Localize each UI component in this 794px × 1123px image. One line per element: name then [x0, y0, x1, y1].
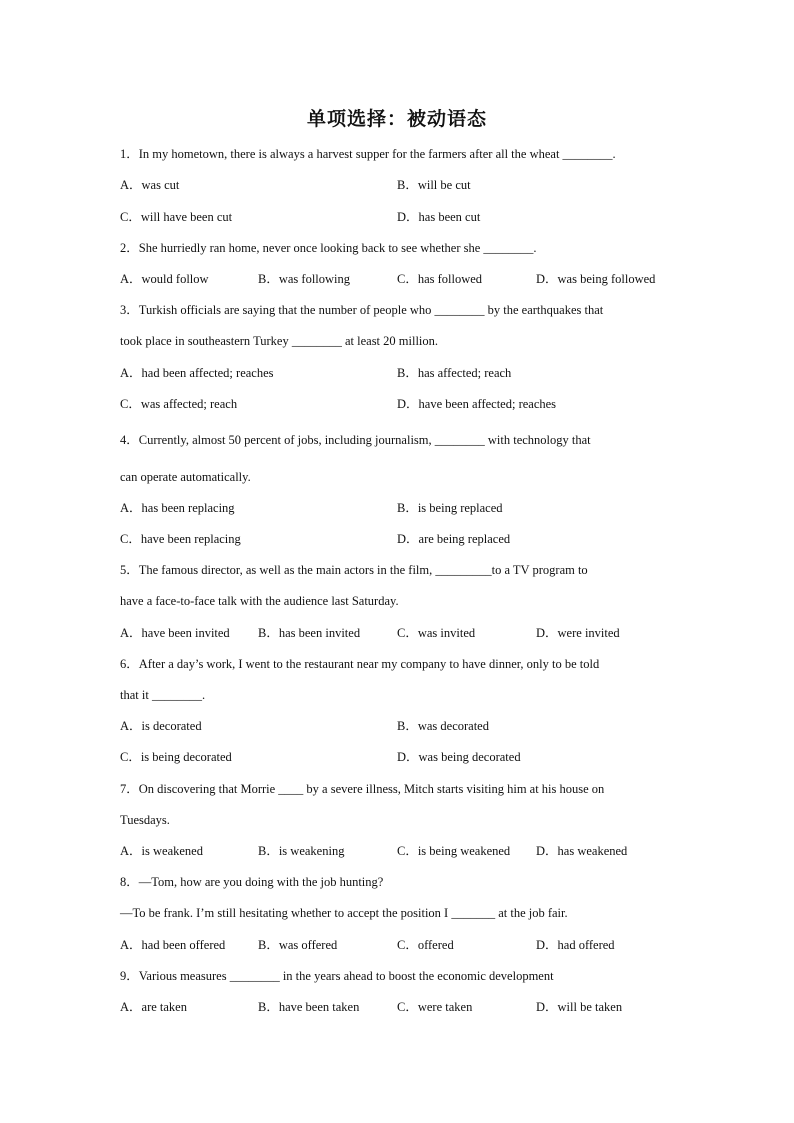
question-6-stem-cont: that it ________.: [120, 688, 206, 702]
page-title: 单项选择：被动语态: [306, 108, 487, 130]
question-3-option-d[interactable]: D．have been affected; reaches: [397, 397, 557, 411]
question-9-stem: 9．Various measures ________ in the years ahead to boost the economic development: [120, 969, 554, 983]
question-7-option-c[interactable]: C．is being weakened: [397, 844, 511, 858]
question-6-option-a[interactable]: A．is decorated: [120, 719, 202, 733]
question-5-option-b[interactable]: B．has been invited: [258, 626, 361, 640]
question-2-option-b[interactable]: B．was following: [258, 272, 351, 286]
question-3-stem: 3．Turkish officials are saying that the number of people who ________ by the earthquakes that: [120, 303, 604, 317]
question-8-option-a[interactable]: A．had been offered: [120, 938, 226, 952]
question-2-option-d[interactable]: D．was being followed: [536, 272, 656, 286]
question-7-option-b[interactable]: B．is weakening: [258, 844, 345, 858]
question-6-option-d[interactable]: D．was being decorated: [397, 750, 521, 764]
question-3-option-a[interactable]: A．had been affected; reaches: [120, 366, 274, 380]
question-4-option-a[interactable]: A．has been replacing: [120, 501, 235, 515]
question-5-stem-cont: have a face-to-face talk with the audience last Saturday.: [120, 594, 399, 608]
question-7-option-d[interactable]: D．has weakened: [536, 844, 628, 858]
question-1-option-c[interactable]: C．will have been cut: [120, 210, 233, 224]
question-1-option-b[interactable]: B．will be cut: [397, 178, 471, 192]
question-8-option-b[interactable]: B．was offered: [258, 938, 338, 952]
question-4-stem-cont: can operate automatically.: [120, 470, 251, 484]
question-3-stem-cont: took place in southeastern Turkey ________ at least 20 million.: [120, 334, 439, 348]
question-9-option-d[interactable]: D．will be taken: [536, 1000, 623, 1014]
question-3-option-b[interactable]: B．has affected; reach: [397, 366, 512, 380]
question-6-stem: 6．After a day’s work, I went to the restaurant near my company to have dinner, only to be told: [120, 657, 600, 671]
question-8-option-c[interactable]: C．offered: [397, 938, 454, 952]
question-9-option-b[interactable]: B．have been taken: [258, 1000, 360, 1014]
question-2-option-c[interactable]: C．has followed: [397, 272, 483, 286]
question-4-option-b[interactable]: B．is being replaced: [397, 501, 503, 515]
question-9-option-a[interactable]: A．are taken: [120, 1000, 187, 1014]
question-7-stem: 7．On discovering that Morrie ____ by a severe illness, Mitch starts visiting him at his house on: [120, 782, 605, 796]
question-5-stem: 5．The famous director, as well as the main actors in the film, _________to a TV program to: [120, 563, 588, 577]
question-9-option-c[interactable]: C．were taken: [397, 1000, 473, 1014]
question-1-option-d[interactable]: D．has been cut: [397, 210, 481, 224]
question-4-option-d[interactable]: D．are being replaced: [397, 532, 511, 546]
question-2-stem: 2．She hurriedly ran home, never once looking back to see whether she ________.: [120, 241, 537, 255]
question-1-stem: 1．In my hometown, there is always a harvest supper for the farmers after all the wheat ________.: [120, 147, 616, 161]
question-4-option-c[interactable]: C．have been replacing: [120, 532, 241, 546]
question-8-stem: 8．—Tom, how are you doing with the job hunting?: [120, 875, 384, 889]
question-8-stem-cont: —To be frank. I’m still hesitating whether to accept the position I _______ at the job fair.: [120, 906, 568, 920]
question-4-stem: 4．Currently, almost 50 percent of jobs, including journalism, ________ with technology that: [120, 433, 591, 447]
question-5-option-c[interactable]: C．was invited: [397, 626, 476, 640]
question-1-option-a[interactable]: A．was cut: [120, 178, 180, 192]
question-2-option-a[interactable]: A．would follow: [120, 272, 209, 286]
question-5-option-a[interactable]: A．have been invited: [120, 626, 230, 640]
question-7-option-a[interactable]: A．is weakened: [120, 844, 203, 858]
question-5-option-d[interactable]: D．were invited: [536, 626, 620, 640]
question-6-option-b[interactable]: B．was decorated: [397, 719, 489, 733]
question-6-option-c[interactable]: C．is being decorated: [120, 750, 232, 764]
question-8-option-d[interactable]: D．had offered: [536, 938, 615, 952]
question-3-option-c[interactable]: C．was affected; reach: [120, 397, 238, 411]
question-7-stem-cont: Tuesdays.: [120, 813, 170, 827]
